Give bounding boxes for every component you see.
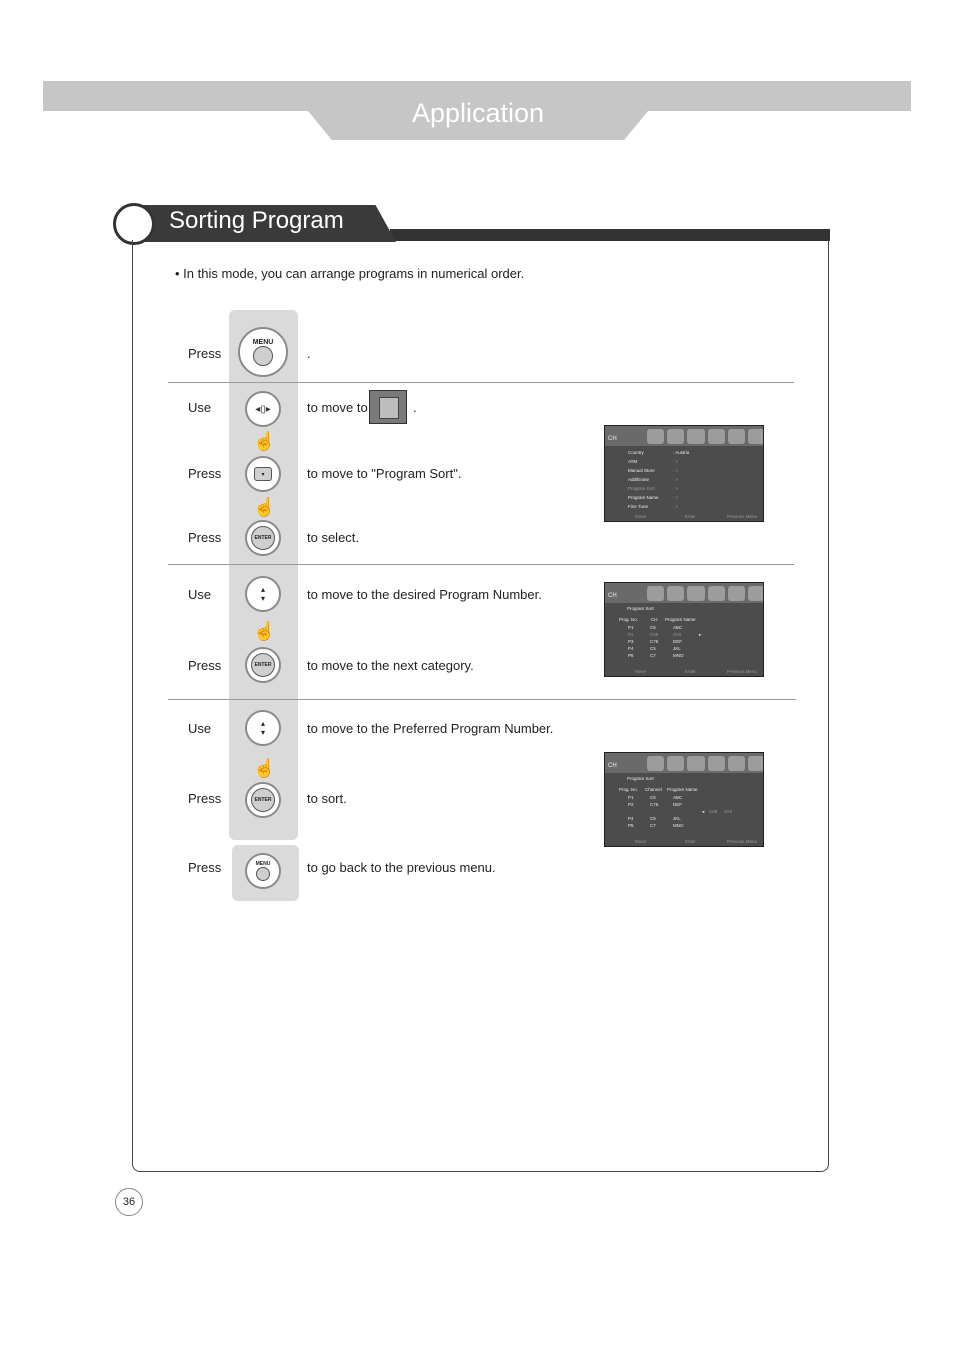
osd-cell: ABC xyxy=(673,625,683,630)
step-label: Press xyxy=(188,530,222,545)
step-text: to move to the desired Program Number. xyxy=(307,587,542,602)
osd-cell: P3 xyxy=(628,639,634,644)
osd-cursor-icon: ◂ xyxy=(702,809,705,814)
enter-button xyxy=(245,647,281,683)
osd-row: Program Name xyxy=(628,495,659,500)
enter-button-label: ENTER xyxy=(254,662,272,668)
left-right-arrows-icon: ◂▯▸ xyxy=(255,403,271,415)
divider xyxy=(168,382,794,383)
osd-moving-cell: GHI xyxy=(724,809,733,814)
osd-value: : > xyxy=(673,486,679,491)
osd-cell: P1 xyxy=(628,625,634,630)
down-button xyxy=(245,456,281,492)
osd-ch-label: CH xyxy=(608,593,617,599)
osd-cell: DEF xyxy=(673,802,682,807)
osd-value: : Austria xyxy=(673,450,690,455)
osd-cursor-icon: ▸ xyxy=(699,632,702,637)
step-text: to sort. xyxy=(307,791,347,806)
menu-button-label: MENU xyxy=(252,338,274,346)
osd-cell: P2 xyxy=(628,632,634,637)
intro-text: • In this mode, you can arrange programs in numerical order. xyxy=(175,266,525,281)
divider xyxy=(168,564,794,565)
osd-screenshot-program-sort-move xyxy=(604,752,764,847)
enter-button-label: ENTER xyxy=(254,797,272,803)
osd-footer-previous: Previous Menu xyxy=(727,514,758,519)
osd-footer-previous: Previous Menu xyxy=(727,669,758,674)
step-text: . xyxy=(307,346,311,361)
osd-cell: C76 xyxy=(650,802,659,807)
osd-cell: C7 xyxy=(650,823,656,828)
osd-col-header: Program Name xyxy=(665,617,696,622)
section-title: Sorting Program xyxy=(169,207,344,234)
page-number: 36 xyxy=(115,1188,143,1216)
step-text: to move to the next category. xyxy=(307,658,474,673)
osd-row: Fine Tune xyxy=(628,504,649,509)
step-label: Press xyxy=(188,346,222,361)
menu-button xyxy=(245,853,281,889)
osd-value: : > xyxy=(673,468,679,473)
osd-col-header: Prog. No. xyxy=(619,787,639,792)
osd-footer-enter: Enter xyxy=(685,839,696,844)
menu-button xyxy=(238,327,288,377)
osd-cell: C6 xyxy=(650,795,656,800)
osd-cell: P4 xyxy=(628,816,634,821)
osd-cell: P1 xyxy=(628,795,634,800)
step-text: to go back to the previous menu. xyxy=(307,860,496,875)
osd-value: : > xyxy=(673,495,679,500)
osd-col-header: Channel xyxy=(645,787,662,792)
osd-cell: JKL xyxy=(673,646,681,651)
osd-row: Manual Store xyxy=(628,468,655,473)
down-arrow-icon: ▾ xyxy=(254,467,272,481)
osd-cell: C69 xyxy=(650,632,659,637)
up-down-arrows-icon: ▴ ▾ xyxy=(260,585,265,603)
osd-footer-move: Move xyxy=(635,839,647,844)
enter-button-label: ENTER xyxy=(254,535,272,541)
osd-cell: C5 xyxy=(650,816,656,821)
osd-moving-cell: C69 xyxy=(709,809,718,814)
osd-footer-enter: Enter xyxy=(685,514,696,519)
osd-footer-move: Move xyxy=(635,669,647,674)
osd-col-header: CH xyxy=(651,617,658,622)
osd-cell: MNO xyxy=(673,653,684,658)
osd-cell: DEF xyxy=(673,639,682,644)
menu-button-label: MENU xyxy=(255,861,271,867)
page-header-title: Application xyxy=(411,98,545,128)
menu-button-circle xyxy=(253,346,273,366)
up-down-button xyxy=(245,710,281,746)
osd-cell: JKL xyxy=(673,816,681,821)
osd-cell: P2 xyxy=(628,802,634,807)
osd-footer-enter: Enter xyxy=(685,669,696,674)
osd-cell: C5 xyxy=(650,646,656,651)
hand-pointer-icon: ☝ xyxy=(253,621,276,641)
up-down-button xyxy=(245,576,281,612)
osd-row: Program Sort xyxy=(628,486,655,491)
osd-ch-label: CH xyxy=(608,763,617,769)
osd-subtitle: Program Sort xyxy=(627,776,654,781)
enter-button xyxy=(245,520,281,556)
osd-row: ATM xyxy=(628,459,638,464)
step-label: Press xyxy=(188,791,222,806)
step-text: to move to "Program Sort". xyxy=(307,466,462,481)
step-text: to move to xyxy=(307,400,368,415)
osd-cell: P5 xyxy=(628,823,634,828)
osd-ch-label: CH xyxy=(608,436,617,442)
step-label: Press xyxy=(188,658,222,673)
osd-cell: C7 xyxy=(650,653,656,658)
osd-value: : > xyxy=(673,459,679,464)
section-header-circle xyxy=(113,203,155,245)
step-label: Use xyxy=(188,721,212,736)
hand-pointer-icon: ☝ xyxy=(253,431,276,451)
osd-col-header: Prog. No. xyxy=(619,617,639,622)
step-label: Use xyxy=(188,587,212,602)
osd-cell: C6 xyxy=(650,625,656,630)
menu-button-circle xyxy=(256,867,270,881)
hand-pointer-icon: ☝ xyxy=(253,758,276,778)
left-right-button xyxy=(245,391,281,427)
step-text: to move to the Preferred Program Number. xyxy=(307,721,554,736)
step-label: Use xyxy=(188,400,212,415)
osd-cell: P4 xyxy=(628,646,634,651)
enter-button xyxy=(245,782,281,818)
step-text: to select. xyxy=(307,530,360,545)
osd-footer-previous: Previous Menu xyxy=(727,839,758,844)
step-label: Press xyxy=(188,466,222,481)
osd-screenshot-ch-menu xyxy=(604,425,764,522)
osd-subtitle: Program Sort xyxy=(627,606,654,611)
hand-pointer-icon: ☝ xyxy=(253,497,276,517)
osd-cell: ABC xyxy=(673,795,683,800)
osd-value: : > xyxy=(673,477,679,482)
step-label: Press xyxy=(188,860,222,875)
osd-cell: MNO xyxy=(673,823,684,828)
ch-menu-icon xyxy=(369,390,407,424)
osd-cell: P5 xyxy=(628,653,634,658)
intro-text-body: In this mode, you can arrange programs in numerical order. xyxy=(183,266,525,281)
osd-row: Add/Erase xyxy=(628,477,650,482)
osd-cell: GHI xyxy=(673,632,682,637)
up-down-arrows-icon: ▴ ▾ xyxy=(260,719,265,737)
osd-col-header: Program Name xyxy=(667,787,698,792)
osd-cell: C76 xyxy=(650,639,659,644)
step-text-suffix: . xyxy=(413,400,417,415)
divider xyxy=(168,699,796,700)
osd-value: : > xyxy=(673,504,679,509)
osd-footer-move: Move xyxy=(635,514,647,519)
osd-row: Country xyxy=(628,450,644,455)
osd-screenshot-program-sort xyxy=(604,582,764,677)
